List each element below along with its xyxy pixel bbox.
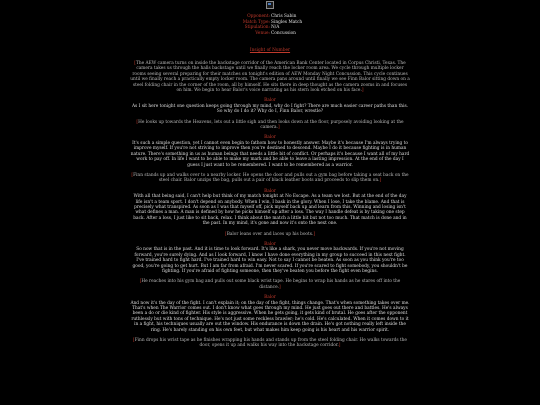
bracket-close: ] [277,125,280,131]
action-text: Finn drops his wrist tape as he finishes wrapping his hands and stands up from the steel folding chair. He walks towards the door, opens it up and walks his way into the backstage corridor. [134,338,407,349]
info-value: N/A [271,25,280,30]
speech-paragraph: With all that being said, I can't help but think of my match tonight at No Escape. As a team we lost. But at the end of the day life isn't a team sport. I don't depend on anybody. When I win, I bask in the glory. When I lose, I take the blame. And that is precisely what transpired. As soon as I was that myself off, pick myself back up and learn from this. Winning and losing isn't what defines a man. A man is defined by how he picks himself up after a loss. The way I handle defeat is by taking one step back. After a loss, I just like to sit back, relax. I think about the match a little bit but not too much. That match is done and in the past. In my mind, it's gone and now it's onto the next one. [133,194,407,227]
speaker-name: Balor [264,135,276,141]
broken-image-icon [266,1,274,9]
action-text: Balor leans over and laces up his boots. [226,231,314,237]
bracket-open: [ [133,338,135,344]
speaker-name: Balor [264,188,276,194]
bracket-close: ] [279,284,281,290]
promo-story [130,61,410,354]
action-paragraph [130,61,410,93]
speech-paragraph: And now it's the day of the fight. I can't explain it; on the day of the fight, things change. That's when something takes over me. That's when The Warrior comes out. I don't know what goes through my mind. He just goes out there and battles. He's always been a do or die kind of fighter. His style is aggressive. When he gets going, it gets kind of brutal. He goes after the opponent ruthlessly but with tons of technique. He's not just some reckless brawler; he's cold. He's calculated. When it comes down to it in a fight, his techniques usually are out the window. His endurance is down the drain. He's got nothing really left inside the ring. He's barely standing on his own feet, but what makes him keep going is his heart and his warrior spirit. [130,300,410,333]
action-paragraph [130,120,410,131]
bracket-close: ] [379,178,382,184]
section-link[interactable]: Insight of Number [249,48,291,53]
speaker-name: Balor [264,241,276,247]
bracket-open: [ [131,172,134,178]
speech-paragraph: As I sit here tonight one question keeps going through my mind, why do I fight? There are much easier career paths than this. So why do I do it? Why do I, Finn Balor, wrestle? [131,103,409,115]
info-row-venue [0,31,540,37]
action-text: He looks up towards the Heavens, lets out a little sigh and then looks down at the floor, purposely avoiding looking at the camera. [138,119,404,131]
info-key: Venue: [255,30,270,36]
info-value: Singles Match [271,19,303,25]
bracket-open: [ [139,279,142,285]
bracket-close: ] [313,231,315,237]
action-paragraph [130,173,410,184]
action-paragraph [130,338,410,349]
bracket-open: [ [225,231,227,237]
action-paragraph [130,232,410,237]
action-text: He reaches into his gym bag and pulls out some black wrist tape. He begins to wrap his hands as he stares off into the distance. [141,279,401,290]
action-text: The AEW camera turns on inside the backstage corridor of the American Bank Center located in Corpus Christi, Texas. The camera takes us through the halls backstage until we finally reach the locker room area. We cycle through multiple locker rooms seeing several preparing for their matches on tonight's edition of AEW Monday Night Concussion. This cycle continues until we finally reach a practically empty locker room. The camera pans around until finally we see Finn Balor sitting down on a steel folding chair in the corner of the room, all by himself. He sits there in deep thought as the camera zooms in and focuses on him. We begin to hear Balor's voice narrating as his stern look etched on his face. [130,61,410,94]
bracket-open: [ [134,61,136,66]
speech-paragraph: So now that is in the past. And it is time to look forward. It's like a shark, you never move backwards. If you're not moving forward, you're surely dying. And as I look forward, I know I have done everything in my group to succeed in this next fight. I've trained hard to fight hard. I've trained hard to win easy. Not to say I cannot be beaten. As soon as you think you're too good, you're going to get hurt. But I am far from afraid. I'm never scared. If you're scared to fight somebody, you shouldn't be fighting. If you're afraid of fighting someone, then they've beaten you before the fight even begins. [132,247,408,274]
action-text: Finn stands up and walks over to a nearby locker. He opens the door and pulls out a gym bag before taking a seat back on the steel chair. Balor unzips the bag, pulls out a pair of black leather boots and proceeds to slip them on. [133,172,409,184]
speaker-name: Balor [264,295,276,301]
action-paragraph [130,279,410,290]
bracket-close: ] [361,88,364,94]
match-info [0,14,540,36]
bracket-close: ] [338,343,341,349]
info-value: Concussion [271,30,296,36]
speech-paragraph: It's such a simple question, yet I cannot even begin to fathom how to honestly answer. Maybe it's because I'm always trying to improve myself. If you're not striving to improve then you're destined to descend. Maybe I do it because fighting is in human nature. There's something in us as human beings that needs a little bit of conflict. Or perhaps it's because I want all of my hard work to pay off. In life I want to be able to make my mark and be able to leave a lasting impression. At the end of the day I guess I just want to be remembered. I want to be remembered as a warrior. [130,140,410,168]
speaker-name: Balor [264,98,276,104]
info-key: Stipulation: [244,25,270,30]
info-value: Chris Sabin [271,14,297,19]
info-key: Match Type: [242,19,270,25]
bracket-open: [ [136,119,139,125]
info-key: Opponent: [247,14,270,19]
